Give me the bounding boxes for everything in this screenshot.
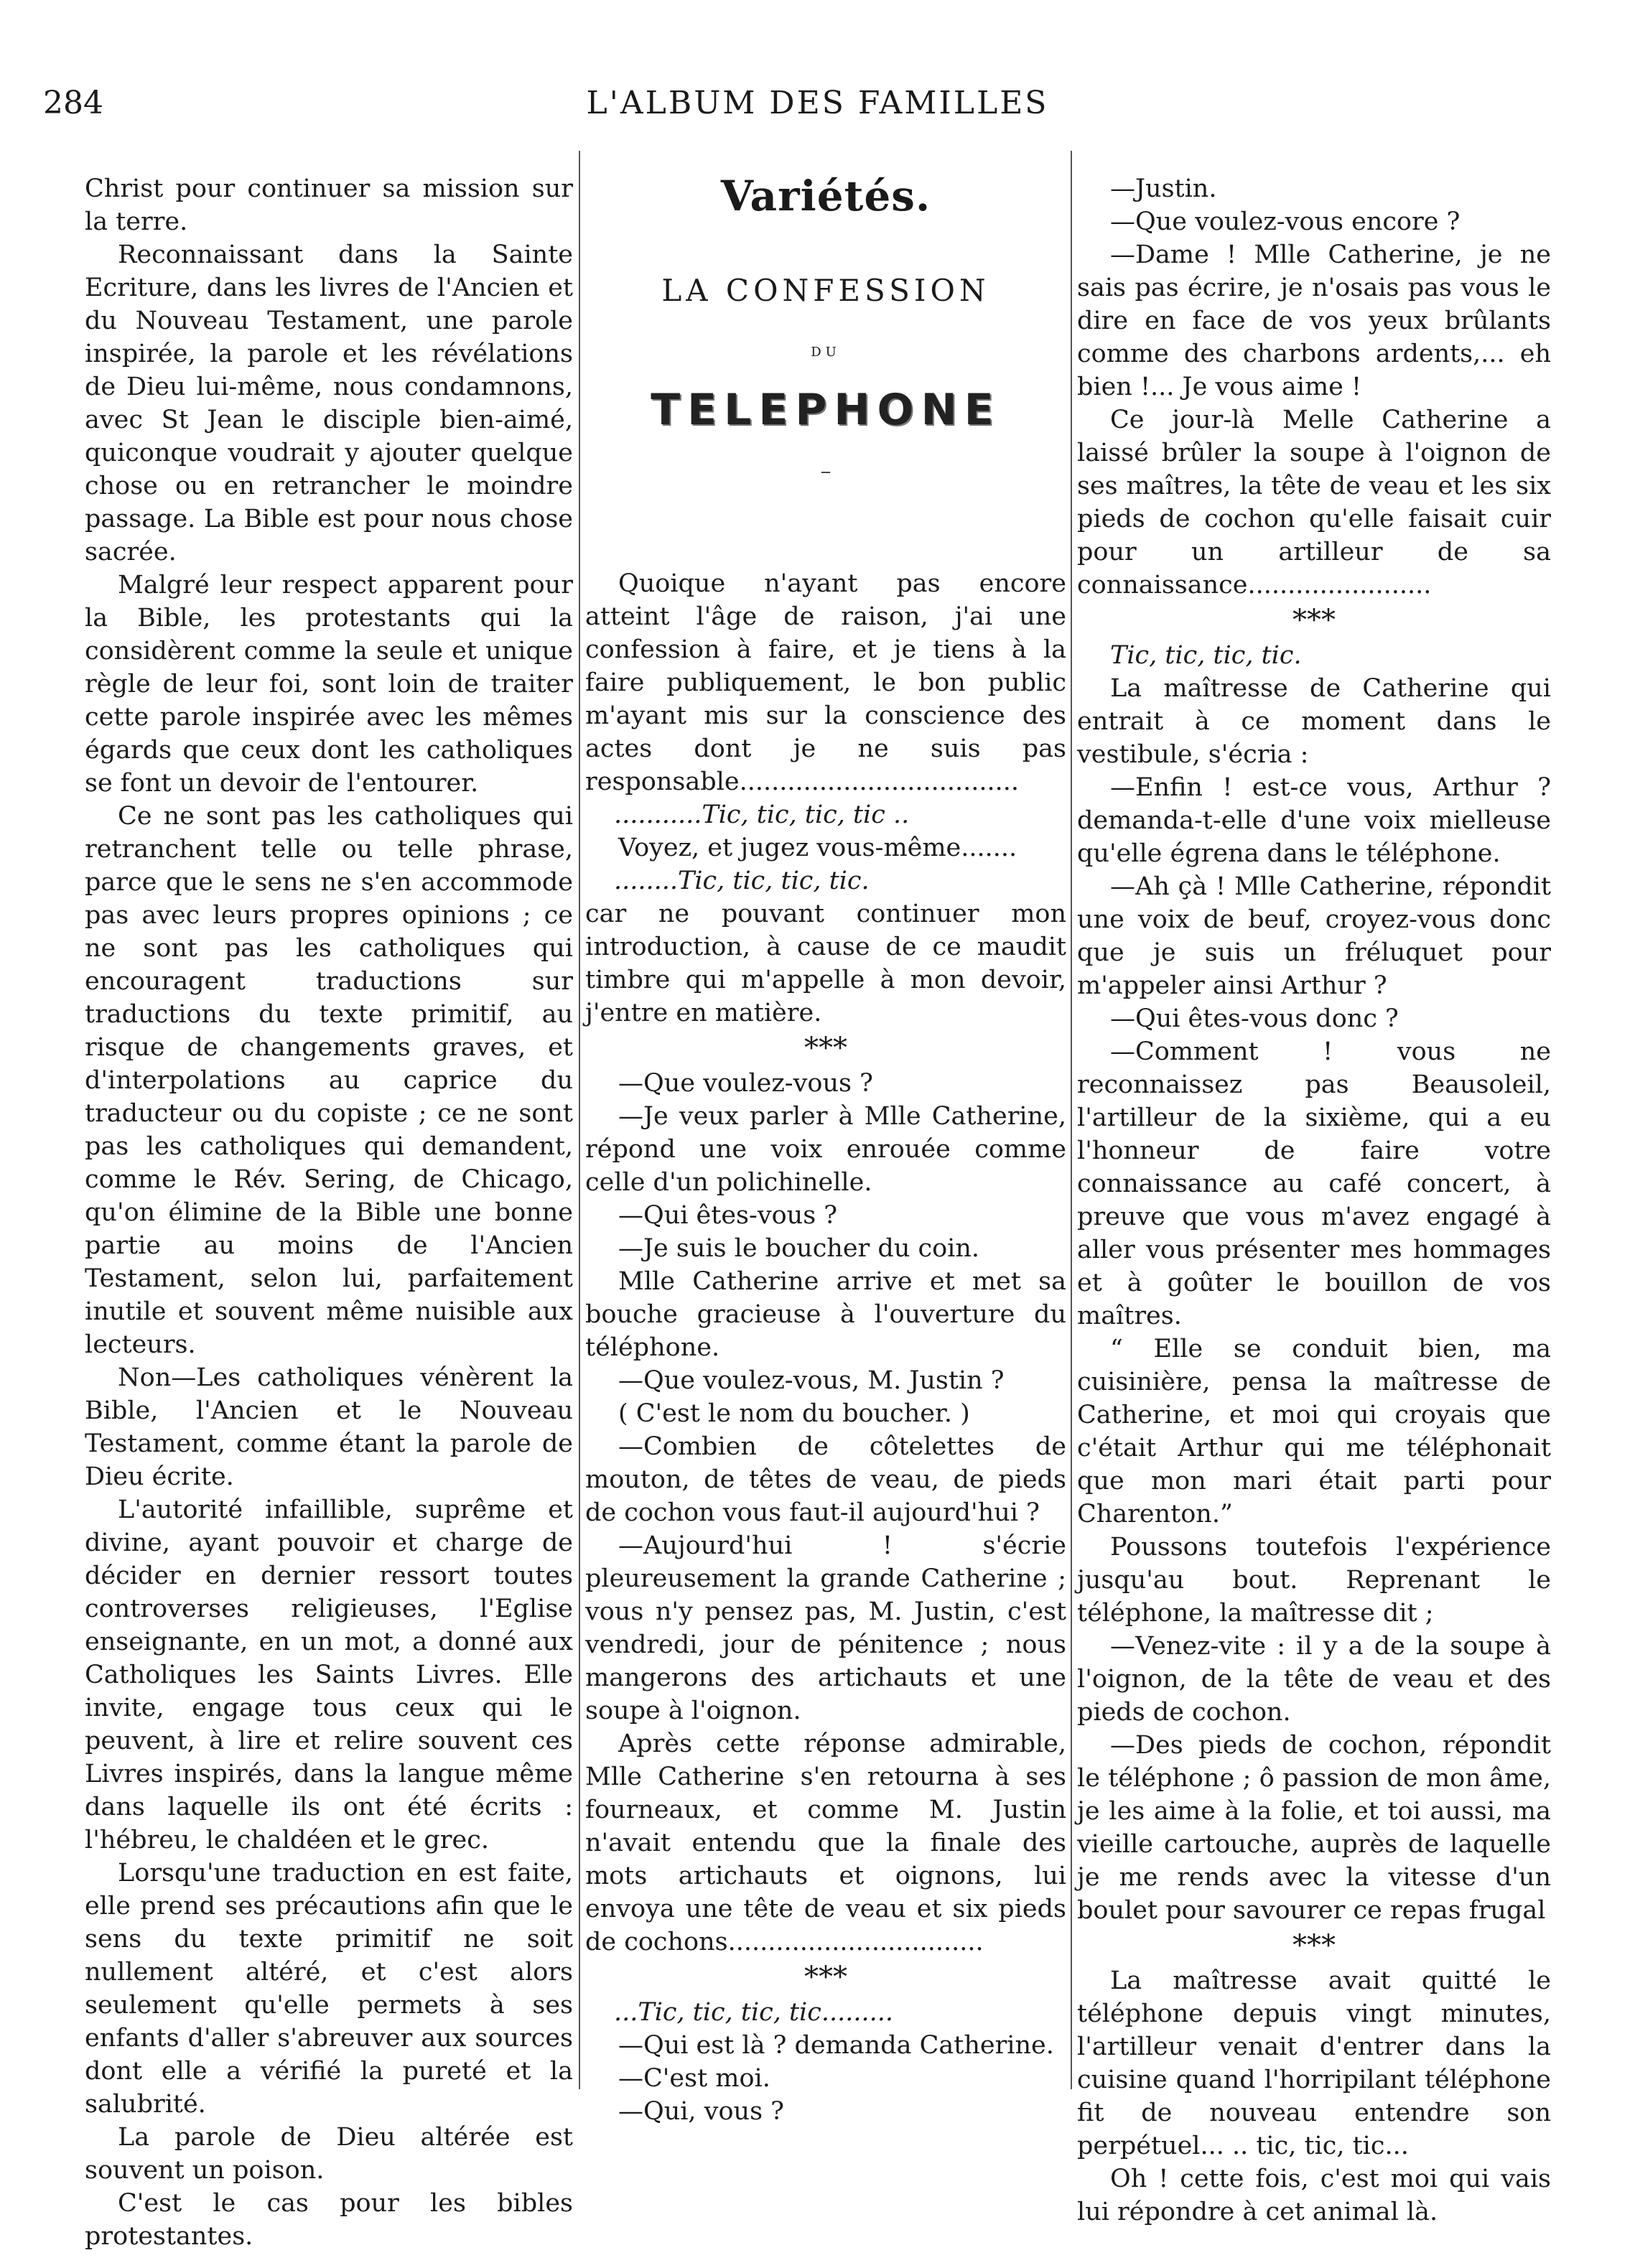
paragraph: —Venez-vite : il y a de la soupe à l'oignon, de la tête de veau et des pieds de cochon. [1077,1632,1551,1727]
column-right [1077,172,1551,2229]
article-title-line-2: DU [811,345,841,360]
paragraph: —Je veux parler à Mlle Catherine, répond une voix enrouée comme celle d'un polichinelle. [585,1102,1066,1197]
paragraph: ........Tic, tic, tic, tic. [614,867,870,895]
paragraph: —Que voulez-vous encore ? [1110,207,1461,236]
paragraph: —Des pieds de cochon, répondit le téléphone ; ô passion de mon âme, je les aime à la folie, et toi aussi, ma vieille cartouche, auprès de laquelle je me rends avec la vitesse d'un boulet pour savourer ce repas frugal [1077,1731,1551,1925]
article-title-telephone: TELEPHONE [651,385,1001,435]
paragraph: Lorsqu'une traduction en est faite, elle prend ses précautions afin que le sens du texte primitif ne soit nullement altéré, et c'est alors seulement qu'elle permets à ses enfants d'aller s'abreuver aux sources dont elle a vérifié la pureté et la salubrité. [85,1859,573,2119]
paragraph: —Enfin ! est-ce vous, Arthur ? demanda-t-elle d'une voix mielleuse qu'elle égrena dans le téléphone. [1077,773,1551,868]
paragraph: Mlle Catherine arrive et met sa bouche gracieuse à l'ouverture du téléphone. [585,1267,1066,1362]
paragraph: —Combien de côtelettes de mouton, de têtes de veau, de pieds de cochon vous faut-il aujourd'hui ? [585,1432,1066,1527]
paragraph: —C'est moi. [618,2064,770,2093]
asterism: *** [1292,1929,1336,1962]
asterism: *** [804,1032,847,1065]
column-rule [579,151,580,2089]
column-middle [585,172,1066,2128]
paragraph: Poussons toutefois l'expérience jusqu'au bout. Reprenant le téléphone, la maîtresse dit ; [1077,1533,1551,1628]
paragraph: La parole de Dieu altérée est souvent un poison. [85,2123,573,2185]
paragraph: La maîtresse avait quitté le téléphone depuis vingt minutes, l'artilleur venait d'entrer dans la cuisine quand l'horripilant téléphone fit de nouveau entendre son perpétuel... .. tic, tic, tic... [1077,1966,1551,2160]
paragraph: —Qui êtes-vous ? [618,1201,838,1230]
paragraph: Oh ! cette fois, c'est moi qui vais lui répondre à cet animal là. [1077,2165,1551,2226]
paragraph: Ce jour-là Melle Catherine a laissé brûler la soupe à l'oignon de ses maîtres, la tête de veau et les six pieds de cochon qu'elle faisait cuir pour un artilleur de sa connaissance....................... [1077,406,1551,599]
paragraph: —Que voulez-vous, M. Justin ? [618,1366,1005,1395]
column-rule [1071,151,1072,2089]
paragraph: Christ pour continuer sa mission sur la terre. [85,174,573,236]
page-header [43,85,1592,135]
paragraph: ...Tic, tic, tic, tic......... [614,1998,893,2027]
paragraph: —Qui, vous ? [618,2097,784,2126]
paragraph: C'est le cas pour les bibles protestantes. [85,2189,573,2251]
ornament-dash: – [820,459,832,484]
paragraph: Non—Les catholiques vénèrent la Bible, l'Ancien et le Nouveau Testament, comme étant la parole de Dieu écrite. [85,1363,573,1491]
paragraph: car ne pouvant continuer mon introduction, à cause de ce maudit timbre qui m'appelle à mon devoir, j'entre en matière. [585,900,1066,1027]
page-number: 284 [43,85,103,121]
paragraph: Voyez, et jugez vous-même....... [618,834,1017,862]
section-title: Variétés. [720,172,931,220]
paragraph: Après cette réponse admirable, Mlle Catherine s'en retourna à ses fourneaux, et comme M. Justin n'avait entendu que la finale des mots artichauts et oignons, lui envoya une tête de veau et six pieds de cochons................................ [585,1730,1066,1956]
paragraph: Ce ne sont pas les catholiques qui retranchent telle ou telle phrase, parce que le sens ne s'en accommode pas avec leurs propres opinions ; ce ne sont pas les catholiques qui encouragent traductions sur traductions du texte primitif, au risque de changements graves, et d'interpolations au caprice du traducteur ou du copiste ; ce ne sont pas les catholiques qui demandent, comme le Rév. Sering, de Chicago, qu'on élimine de la Bible une bonne partie au moins de l'Ancien Testament, selon lui, parfaitement inutile et souvent même nuisible aux lecteurs. [85,802,573,1359]
paragraph: —Aujourd'hui ! s'écrie pleureusement la grande Catherine ; vous n'y pensez pas, M. Justin, c'est vendredi, jour de pénitence ; nous mangerons des artichauts et une soupe à l'oignon. [585,1531,1066,1725]
running-title: L'ALBUM DES FAMILLES [586,85,1049,121]
column-left [85,172,573,2253]
paragraph: ( C'est le nom du boucher. ) [618,1399,970,1428]
paragraph: —Ah çà ! Mlle Catherine, répondit une voix de beuf, croyez-vous donc que je suis un fréluquet pour m'appeler ainsi Arthur ? [1077,872,1551,1000]
article-title-line-1: LA CONFESSION [661,273,990,308]
paragraph: —Dame ! Mlle Catherine, je ne sais pas écrire, je n'osais pas vous le dire en face de vos yeux brûlants comme des charbons ardents,... eh bien !... Je vous aime ! [1077,241,1551,401]
paragraph: ...........Tic, tic, tic, tic .. [614,801,910,829]
paragraph: Reconnaissant dans la Sainte Ecriture, dans les livres de l'Ancien et du Nouveau Testament, une parole inspirée, la parole et les révélations de Dieu lui-même, nous condamnons, avec St Jean le disciple bien-aimé, quiconque voudrait y ajouter quelque chose ou en retrancher le moindre passage. La Bible est pour nous chose sacrée. [85,241,573,566]
paragraph: —Comment ! vous ne reconnaissez pas Beausoleil, l'artilleur de la sixième, qui a eu l'honneur de faire votre connaissance au café concert, à preuve que vous m'avez engagé à aller vous présenter mes hommages et à goûter le bouillon de vos maîtres. [1077,1037,1551,1330]
paragraph: Malgré leur respect apparent pour la Bible, les protestants qui la considèrent comme la seule et unique règle de leur foi, sont loin de traiter cette parole inspirée avec les mêmes égards que ceux dont les catholiques se font un devoir de l'entourer. [85,571,573,798]
paragraph: —Qui êtes-vous donc ? [1110,1004,1399,1033]
paragraph: —Justin. [1110,174,1217,203]
paragraph: —Que voulez-vous ? [618,1069,873,1098]
asterism: *** [804,1961,847,1994]
paragraph: —Qui est là ? demanda Catherine. [618,2031,1054,2060]
paragraph: L'autorité infaillible, suprême et divine, ayant pouvoir et charge de décider en dernier ressort toutes controverses religieuses, l'Eglise enseignante, en un mot, a donné aux Catholiques les Saints Livres. Elle invite, engage tous ceux qui le peuvent, à lire et relire souvent ces Livres inspirés, dans la langue même dans laquelle ils ont été écrits : l'hébreu, le chaldéen et le grec. [85,1495,573,1854]
paragraph: Quoique n'ayant pas encore atteint l'âge de raison, j'ai une confession à faire, et je tiens à la faire publiquement, le bon public m'ayant mis sur la conscience des actes dont je ne suis pas responsable................................... [585,569,1066,796]
spacer [585,534,1066,567]
paragraph: “ Elle se conduit bien, ma cuisinière, pensa la maîtresse de Catherine, et moi qui croyais que c'était Arthur qui me téléphonait que mon mari était parti pour Charenton.” [1077,1335,1551,1529]
paragraph: La maîtresse de Catherine qui entrait à ce moment dans le vestibule, s'écria : [1077,674,1551,769]
asterism: *** [1292,604,1336,637]
paragraph: Tic, tic, tic, tic. [1110,641,1302,670]
paragraph: —Je suis le boucher du coin. [618,1234,980,1263]
